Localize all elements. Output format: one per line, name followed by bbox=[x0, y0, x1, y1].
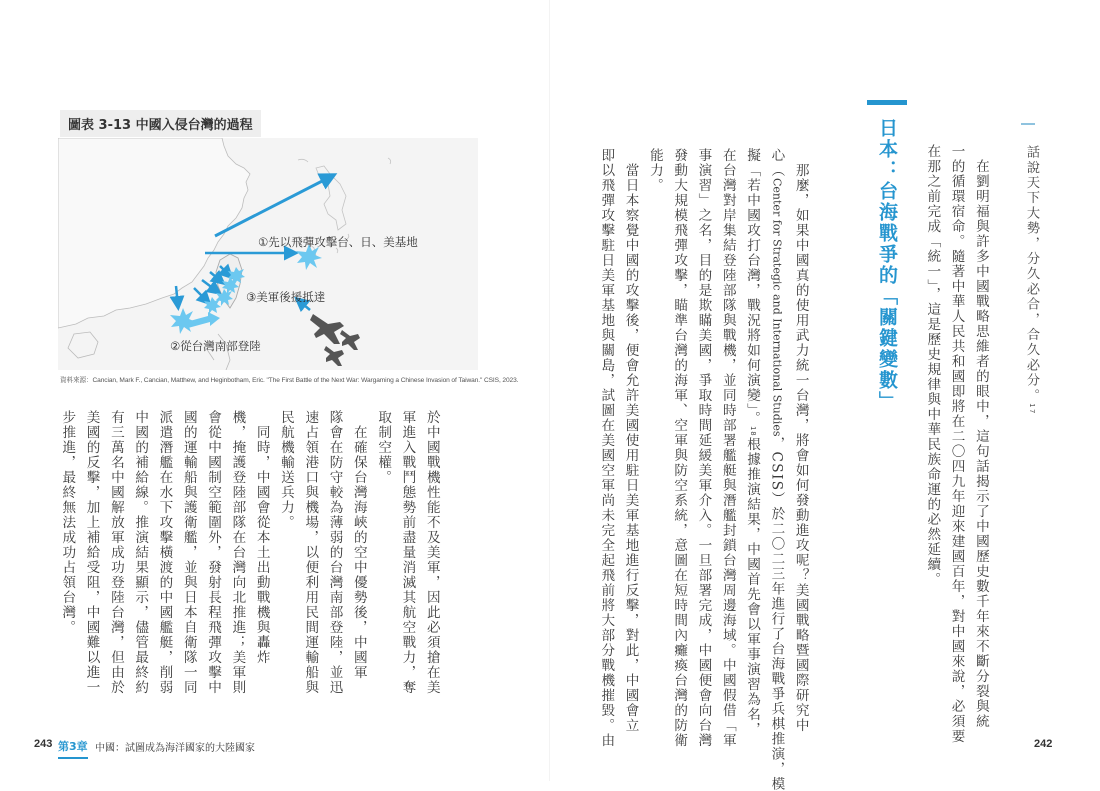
column: 心（Center for Strategic and International Studies，CSIS）於二〇二三年進行了台海戰爭兵棋推演，模 bbox=[768, 148, 785, 791]
left-body-text bbox=[55, 410, 444, 710]
column: 那麼，如果中國真的使用武力統一台灣，將會如何發動進攻呢？美國戰略暨國際研究中 bbox=[792, 148, 809, 733]
column: 於中國戰機性能不及美軍，因此必須搶在美 bbox=[423, 410, 440, 695]
column: 在確保台灣海峽的空中優勢後，中國軍 bbox=[350, 410, 367, 680]
map-east-asia bbox=[58, 138, 478, 370]
column: 在劉明福與許多中國戰略思維者的眼中，這句話揭示了中國歷史數千年來不斷分裂與統 bbox=[972, 144, 989, 729]
right-page bbox=[550, 0, 1100, 791]
column: 能力。 bbox=[646, 148, 663, 193]
column: 在台灣對岸集結登陸部隊與戰機，並同時部署艦艇與潛艦封鎖台灣周邊海域。中國假借「軍 bbox=[719, 148, 736, 748]
intro-text bbox=[920, 144, 993, 744]
page-number-left: 243 bbox=[34, 738, 53, 750]
section-heading: 日本：台海戰爭的「關鍵變數」 bbox=[876, 118, 898, 412]
column: 隊會在防守較為薄弱的台灣南部登陸，並迅 bbox=[326, 410, 343, 695]
column: 即以飛彈攻擊駐日美軍基地與關島，試圖在美國空軍尚未完全起飛前將大部分戰機摧毀。由 bbox=[598, 148, 615, 748]
column: 當日本察覺中國的攻擊後，便會允許美國使用駐日美軍基地進行反擊，對此，中國會立 bbox=[622, 148, 639, 733]
label-step3-us-reinforcement: ③美軍後援抵達 bbox=[246, 290, 326, 304]
column: 軍進入戰鬥態勢前盡量消滅其航空戰力，奪 bbox=[399, 410, 416, 695]
column: 國的運輸船與護衛艦，並與日本自衛隊一同 bbox=[180, 410, 197, 695]
footnote-ref-18: 18 bbox=[749, 426, 757, 437]
section-heading-rule bbox=[867, 100, 907, 105]
figure-title: 圖表 3-13 中國入侵台灣的過程 bbox=[60, 110, 261, 137]
column: 機，掩護登陸部隊在台灣向北推進；美軍則 bbox=[229, 410, 246, 695]
column: 速占領港口與機場，以便利用民間運輸船與 bbox=[302, 410, 319, 695]
column: 擬「若中國攻打台灣，戰況將如何演變」。18根據推演結果，中國首先會以軍事演習為名， bbox=[744, 148, 761, 737]
epigraph-text: 話說天下大勢，分久必合，合久必分。 bbox=[1024, 145, 1039, 404]
figure-invasion-process bbox=[58, 108, 519, 393]
csis-english-name: Center for Strategic and International Studies bbox=[770, 178, 784, 437]
column: 在那之前完成「統一」，這是歷史規律與中華民族命運的必然延續。 bbox=[924, 144, 941, 588]
column: 步推進，最終無法成功占領台灣。 bbox=[59, 410, 76, 635]
column: 取制空權。 bbox=[375, 410, 392, 485]
column: 民航機輸送兵力。 bbox=[277, 410, 294, 530]
left-page bbox=[0, 0, 550, 781]
map-graphic bbox=[58, 138, 478, 370]
column: 派遣潛艦在水下攻擊橫渡的中國艦艇，削弱 bbox=[156, 410, 173, 695]
column: 中國的補給線。推演結果顯示，儘管最終約 bbox=[132, 410, 149, 695]
label-step1-missile-strike: ①先以飛彈攻擊台、日、美基地 bbox=[258, 235, 418, 249]
epigraph bbox=[1022, 145, 1041, 416]
epigraph-rule bbox=[1021, 123, 1035, 125]
column: 一的循環宿命。隨著中華人民共和國即將在二〇四九年迎來建國百年，對中國來說，必須要 bbox=[948, 144, 965, 744]
label-step2-southern-landing: ②從台灣南部登陸 bbox=[170, 339, 261, 353]
column: 事演習」之名，目的是欺瞞美國，爭取時間延緩美軍介入。一旦部署完成，中國便會向台灣 bbox=[695, 148, 712, 748]
figure-source: 資料來源：Cancian, Mark F., Cancian, Matthew, and Heginbotham, Eric. "The First Battle of the Next War: Wargaming a Chinese Invasion of Taiwan." CSIS, 2023. bbox=[60, 377, 519, 384]
chapter-title: 中國：試圖成為海洋國家的大陸國家 bbox=[95, 743, 255, 754]
column: 美國的反擊，加上補給受阻，中國難以進一 bbox=[83, 410, 100, 695]
column: 會從中國制空範圍外，發射長程飛彈攻擊中 bbox=[205, 410, 222, 695]
page-number-right: 242 bbox=[1034, 738, 1053, 750]
chapter-label: 第3章 bbox=[58, 740, 88, 753]
column: 有三萬名中國解放軍成功登陸台灣，但由於 bbox=[107, 410, 124, 695]
section-body-text bbox=[594, 148, 813, 791]
footnote-ref-17: 17 bbox=[1028, 403, 1035, 416]
column: 發動大規模飛彈攻擊，瞄準台灣的海軍、空軍與防空系統，意圖在短時間內癱瘓台灣的防衛 bbox=[671, 148, 688, 748]
column: 同時，中國會從本土出動戰機與轟炸 bbox=[253, 410, 270, 665]
